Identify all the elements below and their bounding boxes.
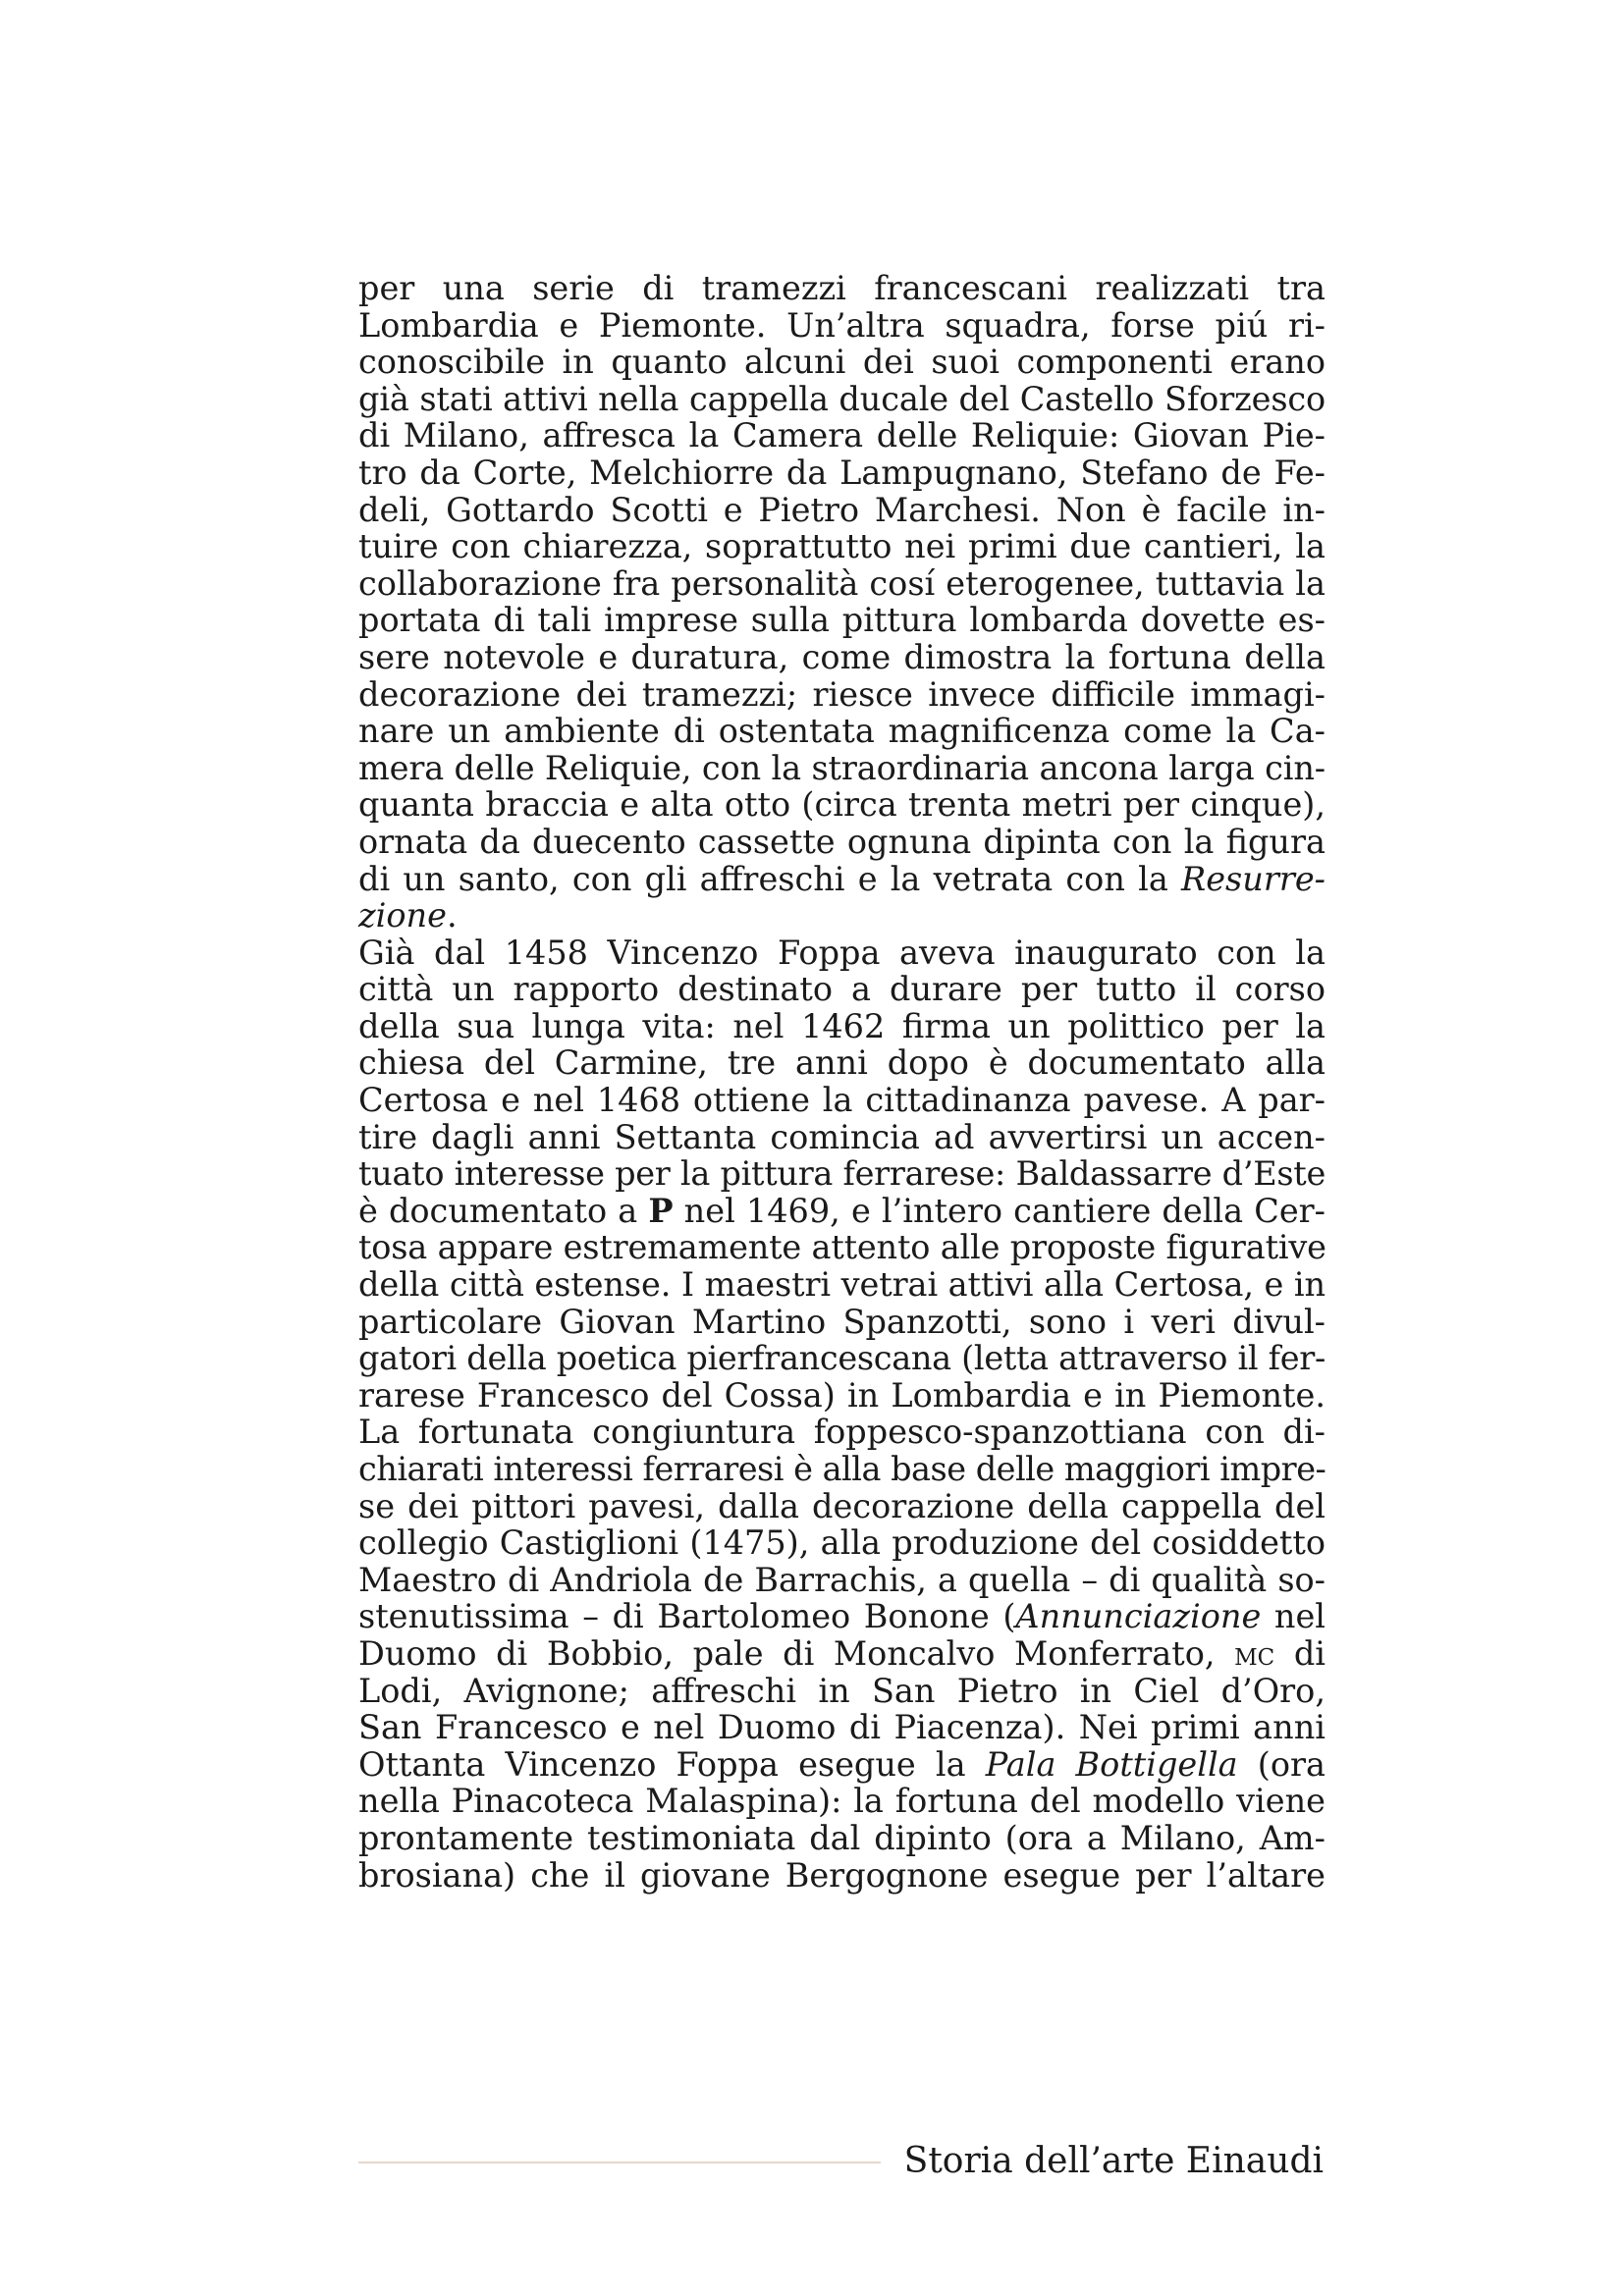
text-segment: ornata da duecento cassette ognuna dipinta con la figura xyxy=(358,822,1325,861)
text-line xyxy=(358,1820,1325,1857)
text-segment: tuato interesse per la pittura ferrarese: Baldassarre d’Este xyxy=(358,1154,1325,1194)
text-segment: sere notevole e duratura, come dimostra la fortuna della xyxy=(358,637,1325,676)
text-line xyxy=(358,565,1325,603)
text-line xyxy=(358,971,1325,1008)
text-segment: mera delle Reliquie, con la straordinaria ancona larga cin- xyxy=(358,748,1325,787)
text-segment: San Francesco e nel Duomo di Piacenza). Nei primi anni xyxy=(358,1708,1325,1747)
text-line xyxy=(358,1155,1325,1193)
text-line xyxy=(358,344,1325,381)
text-segment: prontamente testimoniata dal dipinto (ora a Milano, Am- xyxy=(358,1818,1325,1857)
text-segment: nel 1469, e l’intero cantiere della Cer- xyxy=(673,1191,1325,1230)
text-line xyxy=(358,1377,1325,1415)
text-segment: Pala Bottigella xyxy=(985,1744,1238,1784)
text-segment: Maestro di Andriola de Barrachis, a quella – di qualità so- xyxy=(358,1560,1325,1599)
text-segment: stenutissima – di Bartolomeo Bonone ( xyxy=(358,1597,1016,1636)
text-line xyxy=(358,676,1325,714)
text-line xyxy=(358,713,1325,750)
text-segment: tro da Corte, Melchiorre da Lampugnano, Stefano de Fe- xyxy=(358,453,1325,492)
text-segment: . xyxy=(446,896,458,935)
text-segment: è documentato a xyxy=(358,1191,649,1230)
text-line xyxy=(358,1709,1325,1746)
text-segment: nel xyxy=(1261,1597,1325,1636)
text-line xyxy=(358,270,1325,307)
text-line xyxy=(358,1524,1325,1562)
text-segment: Lodi, Avignone; affreschi in San Pietro in Ciel d’Oro, xyxy=(358,1671,1325,1710)
text-line xyxy=(358,861,1325,898)
text-line xyxy=(358,417,1325,454)
text-segment: Certosa e nel 1468 ottiene la cittadinanza pavese. A par- xyxy=(358,1081,1325,1120)
text-segment: brosiana) che il giovane Bergognone esegue per l’altare xyxy=(358,1855,1325,1895)
text-line xyxy=(358,454,1325,492)
text-line xyxy=(358,897,1325,934)
text-segment: chiesa del Carmine, tre anni dopo è documentato alla xyxy=(358,1043,1325,1083)
text-line xyxy=(358,1193,1325,1230)
text-line xyxy=(358,824,1325,861)
text-line xyxy=(358,602,1325,639)
text-segment: tire dagli anni Settanta comincia ad avvertirsi un accen- xyxy=(358,1117,1325,1156)
body-text xyxy=(358,270,1325,1894)
text-line xyxy=(358,1044,1325,1082)
text-line xyxy=(358,528,1325,565)
text-line xyxy=(358,750,1325,787)
text-line xyxy=(358,1673,1325,1710)
text-line xyxy=(358,1746,1325,1784)
text-segment: particolare Giovan Martino Spanzotti, sono i veri divul- xyxy=(358,1302,1325,1341)
text-line xyxy=(358,1082,1325,1119)
text-line xyxy=(358,1340,1325,1377)
text-line xyxy=(358,307,1325,345)
text-line xyxy=(358,1266,1325,1304)
text-line xyxy=(358,1119,1325,1156)
text-segment: chiarati interessi ferraresi è alla base delle maggiori impre- xyxy=(358,1450,1326,1488)
text-segment: di xyxy=(1274,1633,1326,1673)
text-segment: mc xyxy=(1234,1633,1275,1673)
text-segment: nare un ambiente di ostentata magnificenza come la Ca- xyxy=(358,712,1325,751)
text-line xyxy=(358,1008,1325,1045)
text-segment: se dei pittori pavesi, dalla decorazione della cappella del xyxy=(358,1486,1325,1525)
text-line xyxy=(358,1304,1325,1341)
text-segment: rarese Francesco del Cossa) in Lombardia e in Piemonte. xyxy=(358,1375,1325,1415)
text-segment: gatori della poetica pierfrancescana (letta attraverso il fer- xyxy=(358,1339,1325,1378)
text-segment: quanta braccia e alta otto (circa trenta metri per cinque), xyxy=(358,785,1325,825)
text-segment: tosa appare estremamente attento alle proposte figurative xyxy=(358,1228,1326,1267)
text-segment: collegio Castiglioni (1475), alla produzione del cosiddetto xyxy=(358,1523,1325,1563)
text-line xyxy=(358,1488,1325,1525)
text-segment: Ottanta Vincenzo Foppa esegue la xyxy=(358,1744,986,1784)
text-segment: già stati attivi nella cappella ducale del Castello Sforzesco xyxy=(358,379,1326,418)
text-segment: di un santo, con gli affreschi e la vetrata con la xyxy=(358,859,1181,898)
text-segment: conoscibile in quanto alcuni dei suoi componenti erano xyxy=(358,343,1325,382)
text-segment: città un rapporto destinato a durare per tutto il corso xyxy=(358,970,1325,1009)
text-segment: nella Pinacoteca Malaspina): la fortuna del modello viene xyxy=(358,1782,1325,1821)
footer-rule xyxy=(358,2162,881,2163)
text-line xyxy=(358,1451,1325,1488)
text-segment: Duomo di Bobbio, pale di Moncalvo Monferrato, xyxy=(358,1633,1235,1673)
text-line xyxy=(358,1635,1325,1673)
text-line xyxy=(358,381,1325,418)
text-line xyxy=(358,1857,1325,1895)
text-segment: di Milano, affresca la Camera delle Reliquie: Giovan Pie- xyxy=(358,416,1325,455)
text-segment: Annunciazione xyxy=(1015,1597,1262,1636)
text-segment: tuire con chiarezza, soprattutto nei primi due cantieri, la xyxy=(358,527,1325,566)
text-segment: Lombardia e Piemonte. Un’altra squadra, forse piú ri- xyxy=(358,305,1325,345)
text-line xyxy=(358,786,1325,824)
text-line xyxy=(358,1562,1325,1599)
text-segment: (ora xyxy=(1237,1744,1325,1784)
text-segment: deli, Gottardo Scotti e Pietro Marchesi. Non è facile in- xyxy=(358,490,1325,529)
text-line xyxy=(358,639,1325,676)
text-line xyxy=(358,1414,1325,1451)
text-line xyxy=(358,1598,1325,1635)
text-segment: zione xyxy=(358,896,447,935)
footer-series-title: Storia dell’arte Einaudi xyxy=(903,2141,1324,2181)
text-line xyxy=(358,934,1325,972)
text-segment: collaborazione fra personalità cosí eterogenee, tuttavia la xyxy=(358,563,1325,603)
text-segment: portata di tali imprese sulla pittura lombarda dovette es- xyxy=(358,601,1325,640)
text-segment: Resurre- xyxy=(1181,859,1325,898)
text-line xyxy=(358,1229,1325,1266)
text-segment: della sua lunga vita: nel 1462 firma un polittico per la xyxy=(358,1006,1325,1045)
text-line xyxy=(358,492,1325,529)
text-segment: La fortunata congiuntura foppesco-spanzottiana con di- xyxy=(358,1413,1325,1452)
text-segment: P xyxy=(648,1191,674,1230)
text-segment: della città estense. I maestri vetrai attivi alla Certosa, e in xyxy=(358,1265,1325,1305)
text-segment: per una serie di tramezzi francescani realizzati tra xyxy=(358,269,1325,307)
text-line xyxy=(358,1783,1325,1820)
text-segment: decorazione dei tramezzi; riesce invece difficile immagi- xyxy=(358,674,1325,714)
text-segment: Già dal 1458 Vincenzo Foppa aveva inaugurato con la xyxy=(358,933,1325,972)
